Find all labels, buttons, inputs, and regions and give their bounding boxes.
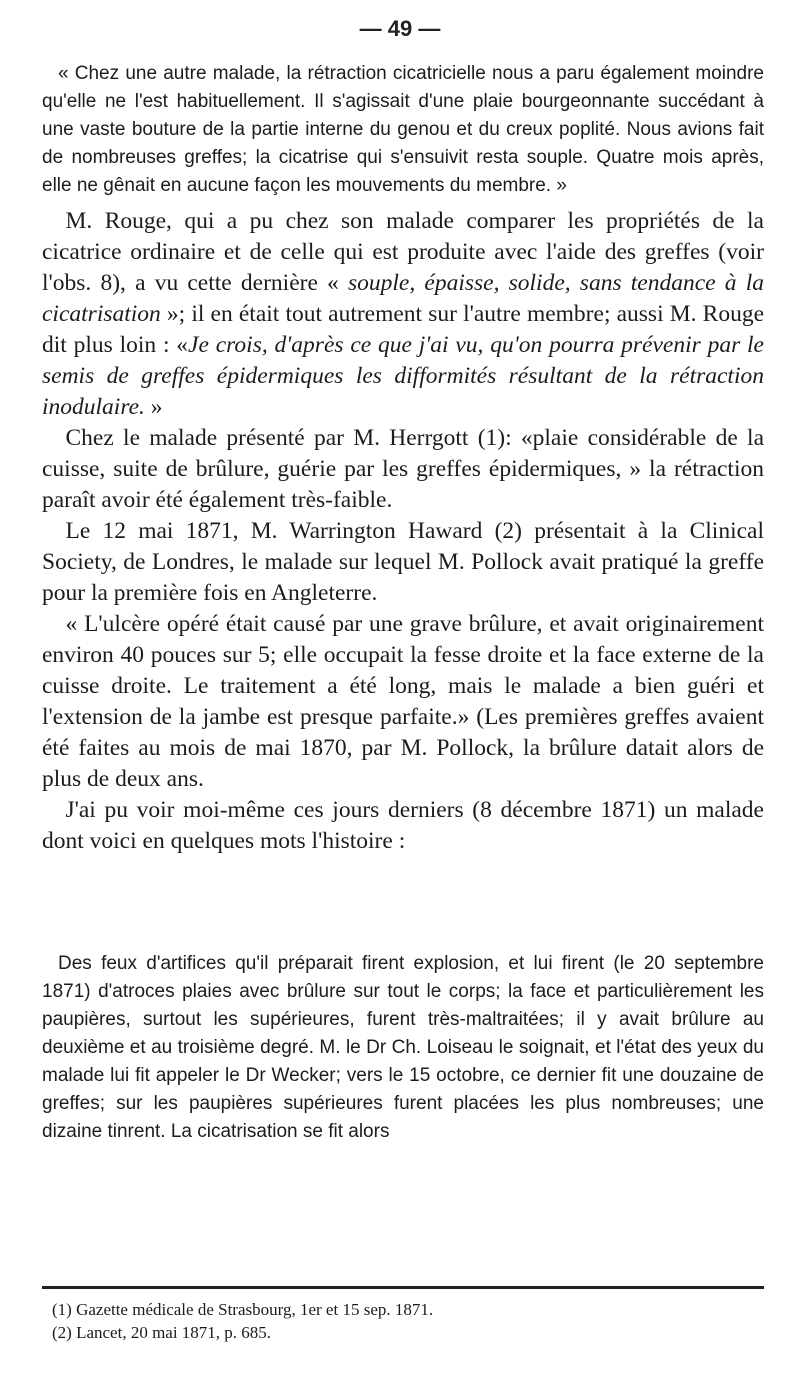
paragraph-ulcer: « L'ulcère opéré était causé par une grave brûlure, et avait originairement environ 40 pouces sur 5; elle occupait la fesse droite et la face externe de la cuisse droite. Le traitement a été long, mais le malade a bien guéri et l'extension de la jambe est presque parfaite.» (Les premières greffes avaient été faites au mois de mai 1870, par M. Pollock, la brûlure datait alors de plus de deux ans. [42,611,764,792]
main-text [42,206,764,857]
paragraph-warrington: Le 12 mai 1871, M. Warrington Haward (2) présentait à la Clinical Society, de Londres, le malade sur lequel M. Pollock avait pratiqué la greffe pour la première fois en Angleterre. [42,518,764,606]
paragraph-rouge: M. Rouge, qui a pu chez son malade comparer les propriétés de la cicatrice ordinaire et de celle qui est produite avec l'aide des greffes (voir l'obs. 8), a vu cette dernière « souple, épaisse, solide, sans tendance à la cicatrisation »; il en était tout autrement sur l'autre membre; aussi M. Rouge dit plus loin : «Je crois, d'après ce que j'ai vu, qu'on pourra prévenir par le semis de greffes épidermiques les difformités résultant de la rétraction inodulaire. » [42,208,764,420]
footnote-separator [42,1286,764,1289]
paragraph-personal-case: J'ai pu voir moi-même ces jours derniers (8 décembre 1871) un malade dont voici en quelques mots l'histoire : [42,797,764,854]
paragraph-herrgott: Chez le malade présenté par M. Herrgott (1): «plaie considérable de la cuisse, suite de brûlure, guérie par les greffes épidermiques, » la rétraction paraît avoir été également très-faible. [42,425,764,513]
case-history: Des feux d'artifices qu'il préparait firent explosion, et lui firent (le 20 septembre 1871) d'atroces plaies avec brûlure sur tout le corps; la face et particulièrement les paupières, surtout les supérieures, furent très-maltraitées; il y avait brûlure au deuxième et au troisième degré. M. le Dr Ch. Loiseau le soignait, et l'état des yeux du malade lui fit appeler le Dr Wecker; vers le 15 octobre, ce dernier fit une douzaine de greffes; sur les paupières supérieures furent placées les plus nombreuses; une dizaine tinrent. La cicatrisation se fit alors [42,953,764,1142]
page-number: — 49 — [359,16,441,41]
footnote-1: (1) Gazette médicale de Strasbourg, 1er et 15 sep. 1871. [52,1300,434,1319]
footnote-2: (2) Lancet, 20 mai 1871, p. 685. [52,1323,272,1342]
footnotes [52,1298,752,1344]
quoted-observation: « Chez une autre malade, la rétraction cicatricielle nous a paru également moindre qu'elle ne l'est habituellement. Il s'agissait d'une plaie bourgeonnante succédant à une vaste bouture de la partie interne du genou et du creux poplité. Nous avions fait de nombreuses greffes; la cicatrise qui s'ensuivit resta souple. Quatre mois après, elle ne gênait en aucune façon les mouvements du membre. » [42,63,764,196]
